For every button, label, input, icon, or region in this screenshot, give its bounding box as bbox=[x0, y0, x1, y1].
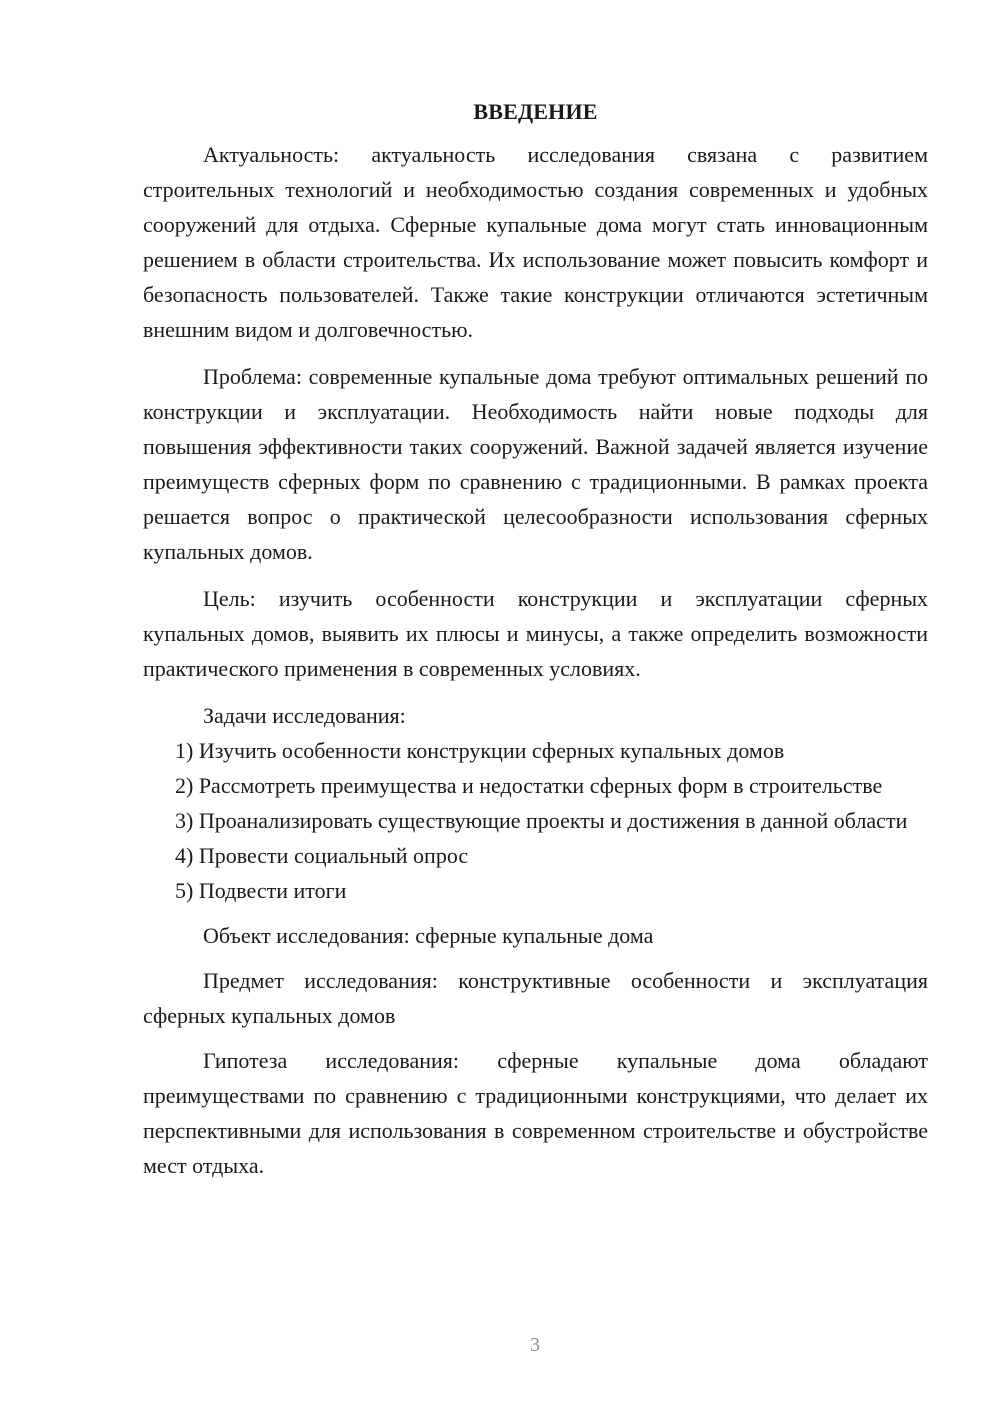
task-item-3: 3) Проанализировать существующие проекты и достижения в данной области bbox=[175, 808, 908, 833]
relevance-paragraph: Актуальность: актуальность исследования связана с развитием строительных технологий и необходимостью создания современных и удобных сооружений для отдыха. Сферные купальные дома могут стать инновационным решением в области строительства. Их использование может повысить комфорт и безопасность пользователей. Также такие конструкции отличаются эстетичным внешним видом и долговечностью. bbox=[143, 142, 928, 342]
section-title: ВВЕДЕНИЕ bbox=[473, 99, 598, 124]
page-number: 3 bbox=[530, 1334, 540, 1356]
subject-paragraph: Предмет исследования: конструктивные особенности и эксплуатация сферных купальных домов bbox=[143, 968, 928, 1028]
hypothesis-paragraph: Гипотеза исследования: сферные купальные дома обладают преимуществами по сравнению с традиционными конструкциями, что делает их перспективными для использования в современном строительстве и обустройстве мест отдыха. bbox=[143, 1048, 928, 1178]
task-item-5: 5) Подвести итоги bbox=[175, 878, 347, 903]
page-content bbox=[143, 94, 928, 1183]
tasks-heading: Задачи исследования: bbox=[203, 703, 406, 728]
goal-paragraph: Цель: изучить особенности конструкции и эксплуатации сферных купальных домов, выявить их плюсы и минусы, а также определить возможности практического применения в современных условиях. bbox=[143, 586, 928, 681]
task-item-2: 2) Рассмотреть преимущества и недостатки сферных форм в строительстве bbox=[175, 773, 883, 798]
task-item-4: 4) Провести социальный опрос bbox=[175, 843, 469, 868]
problem-paragraph: Проблема: современные купальные дома требуют оптимальных решений по конструкции и эксплуатации. Необходимость найти новые подходы для повышения эффективности таких сооружений. Важной задачей является изучение преимуществ сферных форм по сравнению с традиционными. В рамках проекта решается вопрос о практической целесообразности использования сферных купальных домов. bbox=[143, 364, 928, 564]
object-paragraph: Объект исследования: сферные купальные дома bbox=[203, 923, 654, 948]
task-item-1: 1) Изучить особенности конструкции сферных купальных домов bbox=[175, 738, 785, 763]
